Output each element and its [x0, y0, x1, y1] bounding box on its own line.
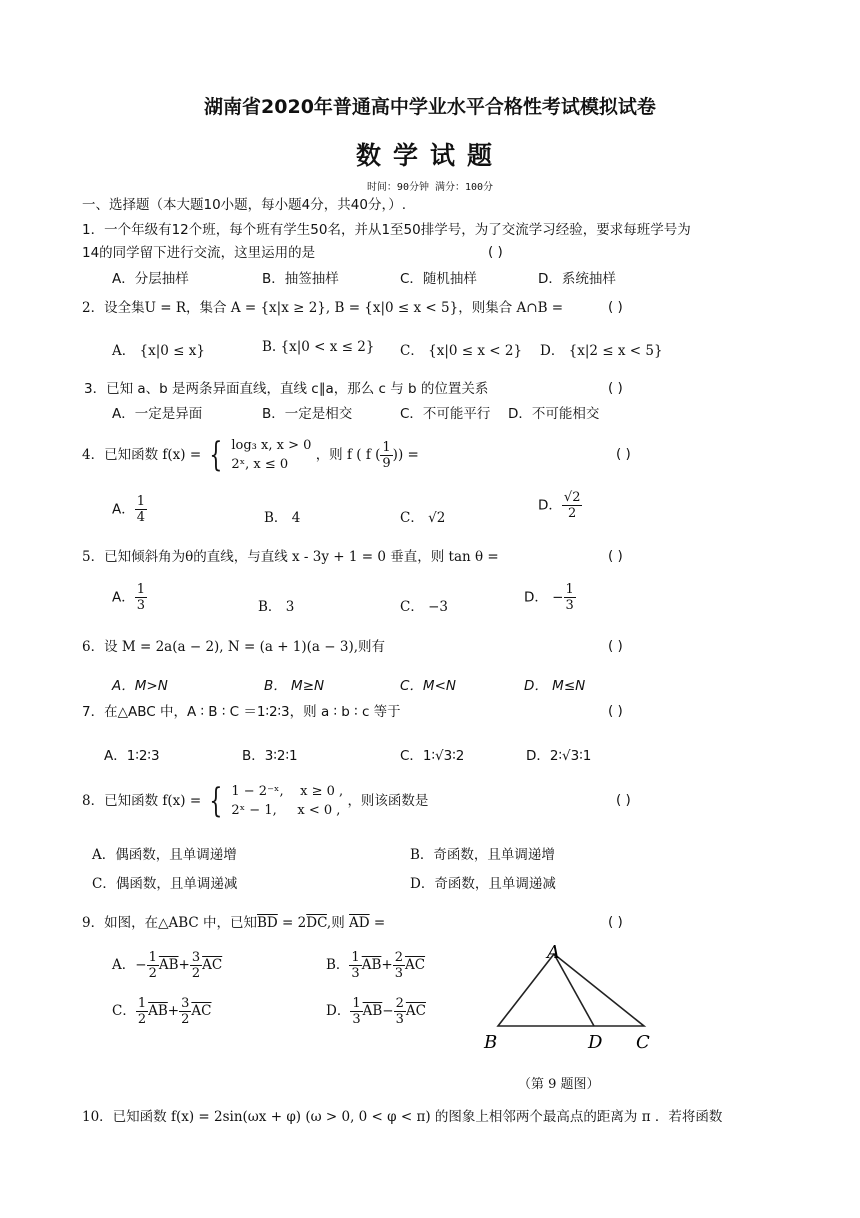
q7-option-a: A．1∶2∶3	[104, 748, 160, 764]
q5-option-a-frac	[135, 582, 147, 613]
q9-option-a-sign1: −	[135, 957, 147, 973]
q9-mid: ,则	[326, 915, 350, 931]
q9-option-c-n1: 1	[137, 996, 147, 1011]
q7-option-d: D．2∶√3∶1	[526, 748, 592, 764]
q9-option-c-v1: $\overline{AB}$	[148, 1003, 168, 1019]
q9-option-a	[112, 950, 222, 981]
q4-stem	[82, 436, 419, 474]
q9-option-d-frac1	[350, 996, 362, 1027]
q9-option-c-v2: $\overline{AC}$	[191, 1003, 212, 1019]
exam-title: 湖南省2020年普通高中学业水平合格性考试模拟试卷	[204, 96, 656, 118]
q3-option-d: D．不可能相交	[508, 406, 600, 422]
section-heading: 一、选择题（本大题10小题，每小题4分，共40分，）.	[82, 197, 406, 213]
q9-option-b-sign2: +	[381, 957, 393, 973]
q9-end: =	[369, 915, 386, 931]
triangle-abc	[498, 954, 644, 1026]
q7-answer-paren: ( )	[608, 703, 623, 719]
segment-ad	[554, 954, 594, 1026]
exam-meta: 时间：90分钟 满分：100分	[366, 182, 494, 193]
q9-option-b-n1: 1	[351, 950, 360, 965]
q8-option-b: B．奇函数，且单调递增	[410, 847, 555, 863]
q9-option-b	[326, 950, 425, 981]
q6-stem: 6．设 M = 2a(a − 2), N = (a + 1)(a − 3),则有	[82, 639, 386, 655]
q9-option-b-d2: 3	[394, 966, 403, 981]
q4-answer-paren: ( )	[616, 446, 631, 462]
q9-option-b-v2: $\overline{AC}$	[404, 957, 426, 973]
q9-answer-paren: ( )	[608, 914, 623, 930]
q9-option-c-frac1	[136, 996, 148, 1027]
q5-option-d-label: D． −	[524, 589, 564, 606]
q4-option-b: B． 4	[264, 510, 301, 526]
q4-fraction	[380, 440, 392, 471]
q9-option-a-n1: 1	[148, 950, 157, 965]
q9-vec-dc: $\overline{DC}$	[306, 915, 327, 931]
q8-case2: 2ˣ − 1, x < 0 ,	[231, 803, 341, 818]
q9-option-d-v1: $\overline{AB}$	[362, 1003, 383, 1019]
q1-line2: 14的同学留下进行交流，这里运用的是	[82, 245, 316, 261]
q9-option-b-n2: 2	[394, 950, 403, 965]
q4-option-d-frac	[562, 490, 583, 521]
q9-triangle-figure	[470, 940, 670, 1058]
q9-option-a-v2: $\overline{AC}$	[202, 957, 223, 973]
q1-option-c: C．随机抽样	[400, 271, 477, 287]
q7-option-c: C．1∶√3∶2	[400, 748, 465, 764]
q9-vec-ad: $\overline{AD}$	[349, 915, 370, 931]
q9-option-c-frac2	[179, 996, 191, 1027]
q9-option-b-d1: 3	[351, 966, 360, 981]
q9-option-a-label: A．	[112, 957, 136, 973]
q9-option-b-frac2	[393, 950, 405, 981]
q1-line1: 1．一个年级有12个班，每个班有学生50名，并从1至50排学号，为了交流学习经验，要求每班学号为	[82, 222, 691, 238]
q4-brace: {	[209, 435, 223, 475]
q2-option-b: B. {x|0 < x ≤ 2}	[262, 339, 375, 355]
q8-option-c: C．偶函数，且单调递减	[92, 876, 238, 892]
q9-option-d-d2: 3	[395, 1012, 404, 1027]
q5-option-c: C． −3	[400, 599, 449, 615]
exam-subtitle: 数学试题	[355, 141, 504, 170]
q9-option-c-n2: 3	[181, 996, 190, 1011]
q9-option-b-v1: $\overline{AB}$	[361, 957, 382, 973]
q9-eq: = 2	[277, 915, 307, 931]
q5-option-d-frac	[564, 582, 576, 613]
q1-option-a: A．分层抽样	[112, 271, 189, 287]
q4-option-d	[538, 490, 582, 521]
q4-option-a	[112, 494, 147, 525]
q4-suffix: )) =	[392, 447, 419, 463]
vertex-label-b: B	[484, 1032, 498, 1053]
q9-option-a-d1: 2	[148, 966, 157, 981]
q4-mid: ，则 f ( f (	[315, 447, 381, 463]
vertex-label-a: A	[547, 942, 560, 963]
q1-option-d: D．系统抽样	[538, 271, 616, 287]
q9-option-d-v2: $\overline{AC}$	[405, 1003, 426, 1019]
q2-stem: 2．设全集U = R，集合 A = {x|x ≥ 2}, B = {x|0 ≤ x < 5}，则集合 A∩B =	[82, 300, 564, 316]
q9-option-c-label: C．	[112, 1003, 136, 1019]
q8-brace: {	[209, 781, 223, 821]
q4-option-a-frac	[135, 494, 147, 525]
q6-option-d: D． M≤N	[524, 678, 586, 694]
q9-option-a-v1: $\overline{AB}$	[158, 957, 179, 973]
q9-option-d-frac2	[394, 996, 406, 1027]
q5-stem: 5．已知倾斜角为θ的直线，与直线 x - 3y + 1 = 0 垂直，则 tan θ =	[82, 549, 499, 565]
q3-option-c: C．不可能平行	[400, 406, 491, 422]
q9-option-a-n2: 3	[191, 950, 201, 965]
q9-vec-bd: $\overline{BD}$	[257, 915, 278, 931]
q9-option-d-n1: 1	[352, 996, 361, 1011]
q9-option-d-n2: 2	[395, 996, 404, 1011]
q4-option-d-num: √2	[563, 490, 581, 505]
q9-option-a-frac1	[147, 950, 159, 981]
q8-option-d: D．奇函数，且单调递减	[410, 876, 556, 892]
vertex-label-c: C	[636, 1032, 650, 1053]
q4-option-d-den: 2	[568, 506, 577, 521]
q4-option-d-label: D．	[538, 497, 562, 514]
q9-option-d	[326, 996, 426, 1027]
q5-answer-paren: ( )	[608, 548, 623, 564]
q5-option-d-num: 1	[565, 582, 574, 597]
q2-answer-paren: ( )	[608, 299, 623, 315]
q8-suffix: ，则该函数是	[347, 793, 429, 809]
q5-option-a	[112, 582, 147, 613]
q3-answer-paren: ( )	[608, 380, 623, 396]
q1-answer-paren: ( )	[488, 244, 503, 260]
q8-cases	[231, 782, 343, 820]
q8-option-a: A．偶函数，且单调递增	[92, 847, 237, 863]
q4-option-c: C． √2	[400, 510, 446, 526]
q2-option-d: D． {x|2 ≤ x < 5}	[540, 343, 663, 359]
q8-stem	[82, 782, 428, 820]
vertex-label-d: D	[588, 1032, 603, 1053]
q5-option-a-label: A．	[112, 589, 135, 606]
q9-stem-pre: 9．如图，在△ABC 中，已知	[82, 915, 258, 931]
q9-option-d-d1: 3	[352, 1012, 361, 1027]
q6-answer-paren: ( )	[608, 638, 623, 654]
q3-option-b: B．一定是相交	[262, 406, 353, 422]
q10-stem: 10．已知函数 f(x) = 2sin(ωx + φ) (ω > 0, 0 < φ < π) 的图象上相邻两个最高点的距离为 π ．若将函数	[82, 1109, 723, 1125]
q2-option-a: A． {x|0 ≤ x}	[112, 343, 205, 359]
q9-option-c-d1: 2	[137, 1012, 147, 1027]
q9-option-d-label: D．	[326, 1003, 351, 1019]
q9-option-a-sign2: +	[178, 957, 190, 973]
q4-option-a-label: A．	[112, 501, 135, 518]
q9-option-c-sign2: +	[167, 1003, 180, 1019]
q9-option-a-frac2	[190, 950, 202, 981]
q9-figure-caption: （第 9 题图）	[518, 1077, 600, 1092]
q7-stem: 7．在△ABC 中，A ∶ B ∶ C ＝1∶2∶3，则 a ∶ b ∶ c 等于	[82, 704, 401, 720]
q7-option-b: B．3∶2∶1	[242, 748, 298, 764]
q4-prefix: 4．已知函数 f(x) =	[82, 447, 202, 463]
q9-option-c	[112, 996, 211, 1027]
q5-option-a-den: 3	[136, 598, 146, 613]
q5-option-d	[524, 582, 576, 613]
q9-option-b-frac1	[349, 950, 361, 981]
q9-option-d-sign2: −	[382, 1003, 394, 1019]
q2-option-c: C． {x|0 ≤ x < 2}	[400, 343, 523, 359]
q4-case1: log₃ x, x > 0	[231, 438, 312, 453]
q3-stem: 3．已知 a、b 是两条异面直线，直线 c∥a，那么 c 与 b 的位置关系	[84, 381, 489, 397]
q4-option-a-den: 4	[136, 510, 146, 525]
q3-option-a: A．一定是异面	[112, 406, 203, 422]
q6-option-b: B． M≥N	[264, 678, 325, 694]
q8-case1: 1 − 2⁻ˣ, x ≥ 0 ,	[231, 784, 344, 799]
q6-option-a: A．M>N	[112, 678, 168, 694]
q5-option-a-num: 1	[136, 582, 146, 597]
q1-option-b: B．抽签抽样	[262, 271, 339, 287]
q9-option-b-label: B．	[326, 957, 350, 973]
q9-option-a-d2: 2	[191, 966, 201, 981]
q6-option-c: C．M<N	[400, 678, 456, 694]
q9-option-c-d2: 2	[181, 1012, 190, 1027]
q8-answer-paren: ( )	[616, 792, 631, 808]
q8-prefix: 8．已知函数 f(x) =	[82, 793, 202, 809]
q9-stem	[82, 914, 385, 932]
q4-option-a-num: 1	[136, 494, 146, 509]
q4-frac-denominator: 9	[382, 455, 391, 471]
q4-cases	[231, 436, 311, 474]
q5-option-b: B． 3	[258, 599, 295, 615]
q5-option-d-den: 3	[565, 598, 574, 613]
q4-frac-numerator: 1	[382, 439, 391, 455]
q4-case2: 2ˣ, x ≤ 0	[231, 457, 289, 472]
